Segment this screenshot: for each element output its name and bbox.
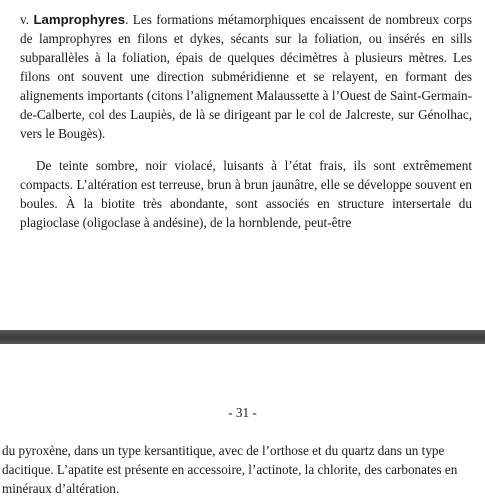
paragraph-1-body: . Les formations métamorphiques encaissent de nombreux corps de lamprophyres en filons et dykes, sécants sur la foliation, ou insérés en sills subparallèles à la foliation, épais de quelques décimètres à plusieurs mètres. Les filons ont souvent une direction subméridienne et se relayent, en formant des alignements importants (citons l’alignement Malaussette à l’Ouest de Saint-Germain-de-Calberte, col des Laupiès, de là se dirigeant par le col de Jalcreste, sur Génolhac, vers le Bougès). — [20, 12, 473, 141]
paragraph-2: De teinte sombre, noir violacé, luisants à l’état frais, ils sont extrêmement compacts. L’altération est terreuse, brun à brun jaunâtre, elle se développe souvent en boules. À la biotite très abondante, sont associés en structure intersertale du plagioclase (oligoclase à andésine), de la hornblende, peut-être — [20, 158, 472, 230]
paragraph-lamprophyres — [20, 10, 472, 143]
page-divider — [0, 330, 485, 344]
section-title: Lamprophyres — [33, 12, 126, 27]
section-marker: v. — [20, 12, 30, 27]
paragraph-3: du pyroxène, dans un type kersantitique, avec de l’orthose et du quartz dans un type dacitique. L’apatite est présente en accessoire, l’actinote, la chlorite, des carbonates en minéraux d’altération. — [2, 443, 458, 496]
page-number: - 31 - — [228, 405, 257, 420]
